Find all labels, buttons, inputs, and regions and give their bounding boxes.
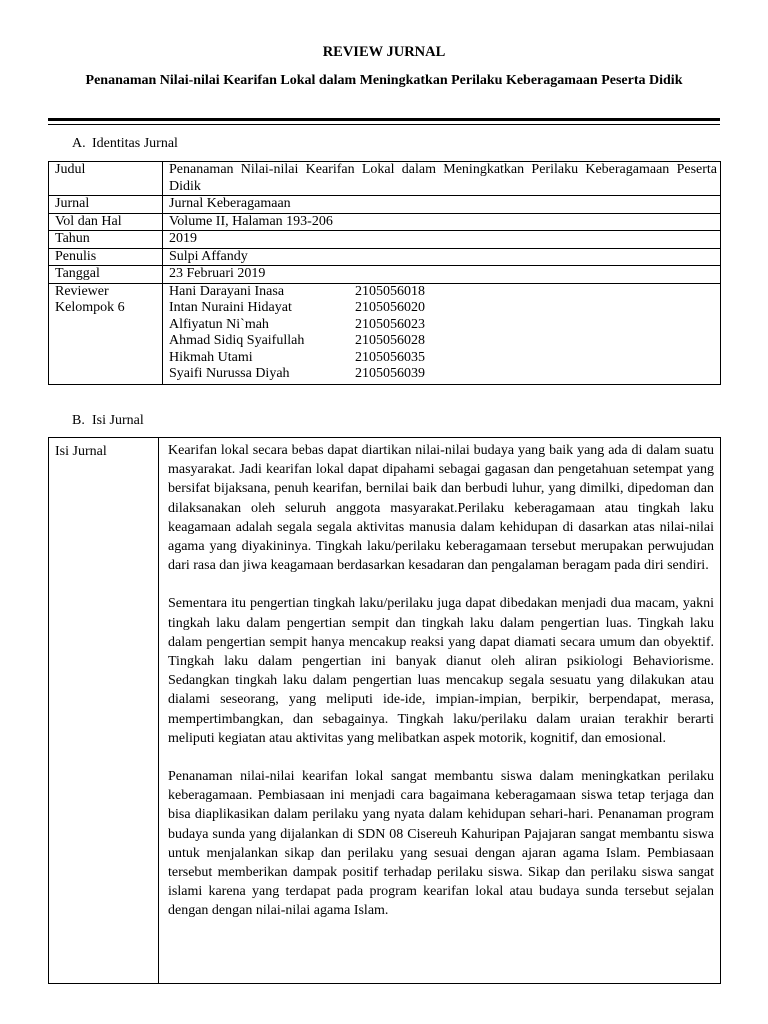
reviewer-label: Reviewer Kelompok 6 [49,283,163,384]
identity-label: Tahun [49,231,163,249]
identity-label: Penulis [49,248,163,266]
reviewer-entry [169,366,717,383]
section-b-number: B. [72,413,85,428]
reviewer-nim: 2105056018 [355,283,425,299]
reviewer-name: Hikmah Utami [169,349,253,365]
reviewer-name: Ahmad Sidiq Syaifullah [169,333,305,348]
reviewer-name: Hani Darayani Inasa [169,283,285,299]
reviewer-list [163,283,721,384]
title-divider-thick [48,118,720,121]
reviewer-nim: 2105056035 [355,349,425,365]
reviewer-entry [169,300,717,317]
identity-value: Jurnal Keberagamaan [163,196,721,214]
reviewer-nim: 2105056020 [355,300,425,315]
content-label: Isi Jurnal [49,438,159,984]
section-a-title: Identitas Jurnal [92,136,178,151]
document-title: REVIEW JURNAL [322,44,446,60]
content-paragraph-2: Sementara itu pengertian tingkah laku/perilaku juga dapat dibedakan menjadi dua macam, yakni tingkah laku dalam pengertian sempit dan tingkah laku dalam pengertian luas. Tingkah laku dalam pengertian sempit hanya mencakup reaksi yang dapat diamati secara umum dan obyektif. Tingkah laku dalam pengertian ini banyak dianut oleh aliran psikiologi Behaviorisme. Sedangkan tingkah laku dalam pengertian luas mencakup segala sesuatu yang dilakukan atau dialami seseorang, yang meliputi ide-ide, impian-impian, berpikir, berpendapat, merasa, mempertimbangkan, dan sebagainya. Tingkah laku/perilaku dalam uraian terakhir berarti meliputi kegiatan atau aktivitas yang melibatkan aspek motorik, kognitif, dan emosional. [168,596,714,746]
reviewer-entry [169,333,717,350]
content-paragraph-3: Penanaman nilai-nilai kearifan lokal sangat membantu siswa dalam meningkatkan perilaku keberagamaan. Pembiasaan ini menjadi cara bagaimana keberagamaan siswa tetap terjaga dan bisa diaplikasikan dalam perilaku yang nyata dalam kehidupan sehari-hari. Penanaman program budaya sunda yang dijalankan di SDN 08 Cisereuh Kahuripan Pajajaran sangat membantu siswa untuk menjalankan sikap dan perilaku yang sesuai dengan ajaran agama Islam. Pembiasaan tersebut memberikan dampak positif terhadap perilaku siswa. Sikap dan perilaku siswa sangat islami karena yang terdapat pada program kearifan lokal atau budaya sunda tersebut sejalan dengan dengan nilai-nilai agama Islam. [168,769,714,919]
identity-label: Tanggal [49,266,163,284]
identity-row-reviewer [49,283,721,384]
identity-row-tahun [49,231,721,249]
reviewer-entry [169,284,717,301]
reviewer-name: Syaifi Nurussa Diyah [169,366,290,381]
identity-value: 2019 [163,231,721,249]
section-a-number: A. [72,136,86,151]
content-table [48,437,721,984]
identity-label: Judul [49,162,163,196]
reviewer-name: Alfiyatun Ni`mah [169,316,269,332]
identity-row-jurnal [49,196,721,214]
content-body [159,438,721,984]
title-divider-thin [48,124,720,125]
section-b-heading [72,413,144,429]
identity-value: Penanaman Nilai-nilai Kearifan Lokal dalam Meningkatkan Perilaku Keberagamaan Peserta Didik [163,162,721,196]
identity-row-tanggal [49,266,721,284]
content-row [49,438,721,984]
reviewer-entry [169,317,717,334]
identity-value: 23 Februari 2019 [163,266,721,284]
identity-label: Vol dan Hal [49,213,163,231]
reviewer-nim: 2105056023 [355,316,425,332]
section-a-heading [72,136,178,152]
identity-row-penulis [49,248,721,266]
reviewer-entry [169,350,717,367]
reviewer-name: Intan Nuraini Hidayat [169,300,292,315]
section-b-title: Isi Jurnal [92,413,144,428]
identity-value: Sulpi Affandy [163,248,721,266]
reviewer-nim: 2105056039 [355,366,425,381]
identity-table [48,161,721,385]
identity-label: Jurnal [49,196,163,214]
document-subtitle: Penanaman Nilai-nilai Kearifan Lokal dalam Meningkatkan Perilaku Keberagamaan Peserta Didik [85,73,683,88]
content-paragraph-1: Kearifan lokal secara bebas dapat diartikan nilai-nilai budaya yang baik yang ada di dalam suatu masyarakat. Jadi kearifan lokal dapat dipahami sebagai gagasan dan pengetahuan setempat yang bersifat bijaksana, penuh kearifan, bernilai baik dan berbudi luhur, yang dimilki, dipedoman dan dilaksanakan oleh seluruh anggota masyarakat.Perilaku keberagamaan atau tingkah laku keagamaan adalah segala segala aktivitas manusia dalam kehidupan di dasarkan atas nilai-nilai agama yang diyakininya. Tingkah laku/perilaku keberagamaan tersebut merupakan perwujudan dari rasa dan jiwa keagamaan berdasarkan kesadaran dan pengalaman beragam pada diri sendiri. [168,443,714,574]
identity-row-vol [49,213,721,231]
identity-row-judul [49,162,721,196]
identity-value: Volume II, Halaman 193-206 [163,213,721,231]
reviewer-nim: 2105056028 [355,333,425,348]
